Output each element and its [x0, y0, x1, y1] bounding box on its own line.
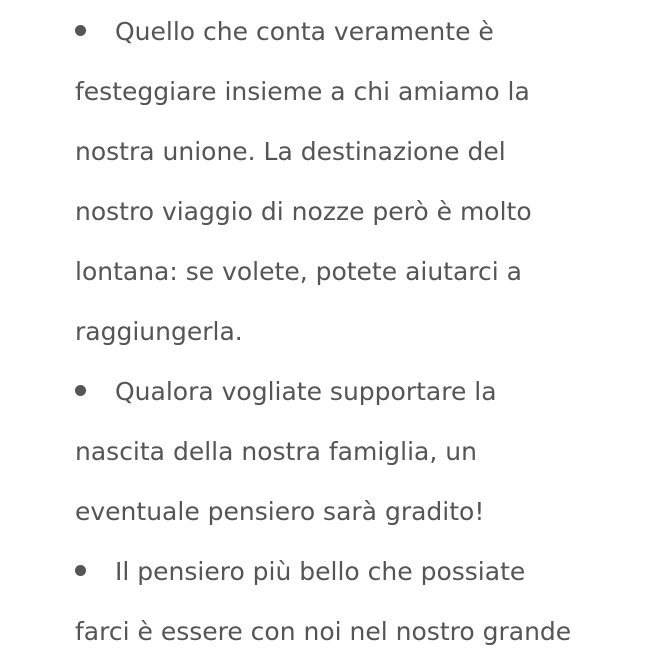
text-line: Il pensiero più bello che possiate [115, 557, 526, 586]
text-line: nascita della nostra famiglia, un [75, 437, 477, 466]
text-line: eventuale pensiero sarà gradito! [75, 497, 485, 526]
list-item [75, 362, 630, 542]
list-item [75, 542, 630, 650]
text-line: farci è essere con noi nel nostro grande [75, 617, 572, 646]
text-line: nostra unione. La destinazione del [75, 137, 506, 166]
text-line: festeggiare insieme a chi amiamo la [75, 77, 530, 106]
bullet-list [75, 2, 630, 650]
text-line: Qualora vogliate supportare la [115, 377, 497, 406]
bullet-icon [75, 565, 86, 576]
bullet-icon [75, 25, 86, 36]
text-line: Quello che conta veramente è [115, 17, 494, 46]
text-line: nostro viaggio di nozze però è molto [75, 197, 532, 226]
bullet-icon [75, 385, 86, 396]
text-line: lontana: se volete, potete aiutarci a [75, 257, 522, 286]
text-line: raggiungerla. [75, 317, 243, 346]
list-item [75, 2, 630, 362]
